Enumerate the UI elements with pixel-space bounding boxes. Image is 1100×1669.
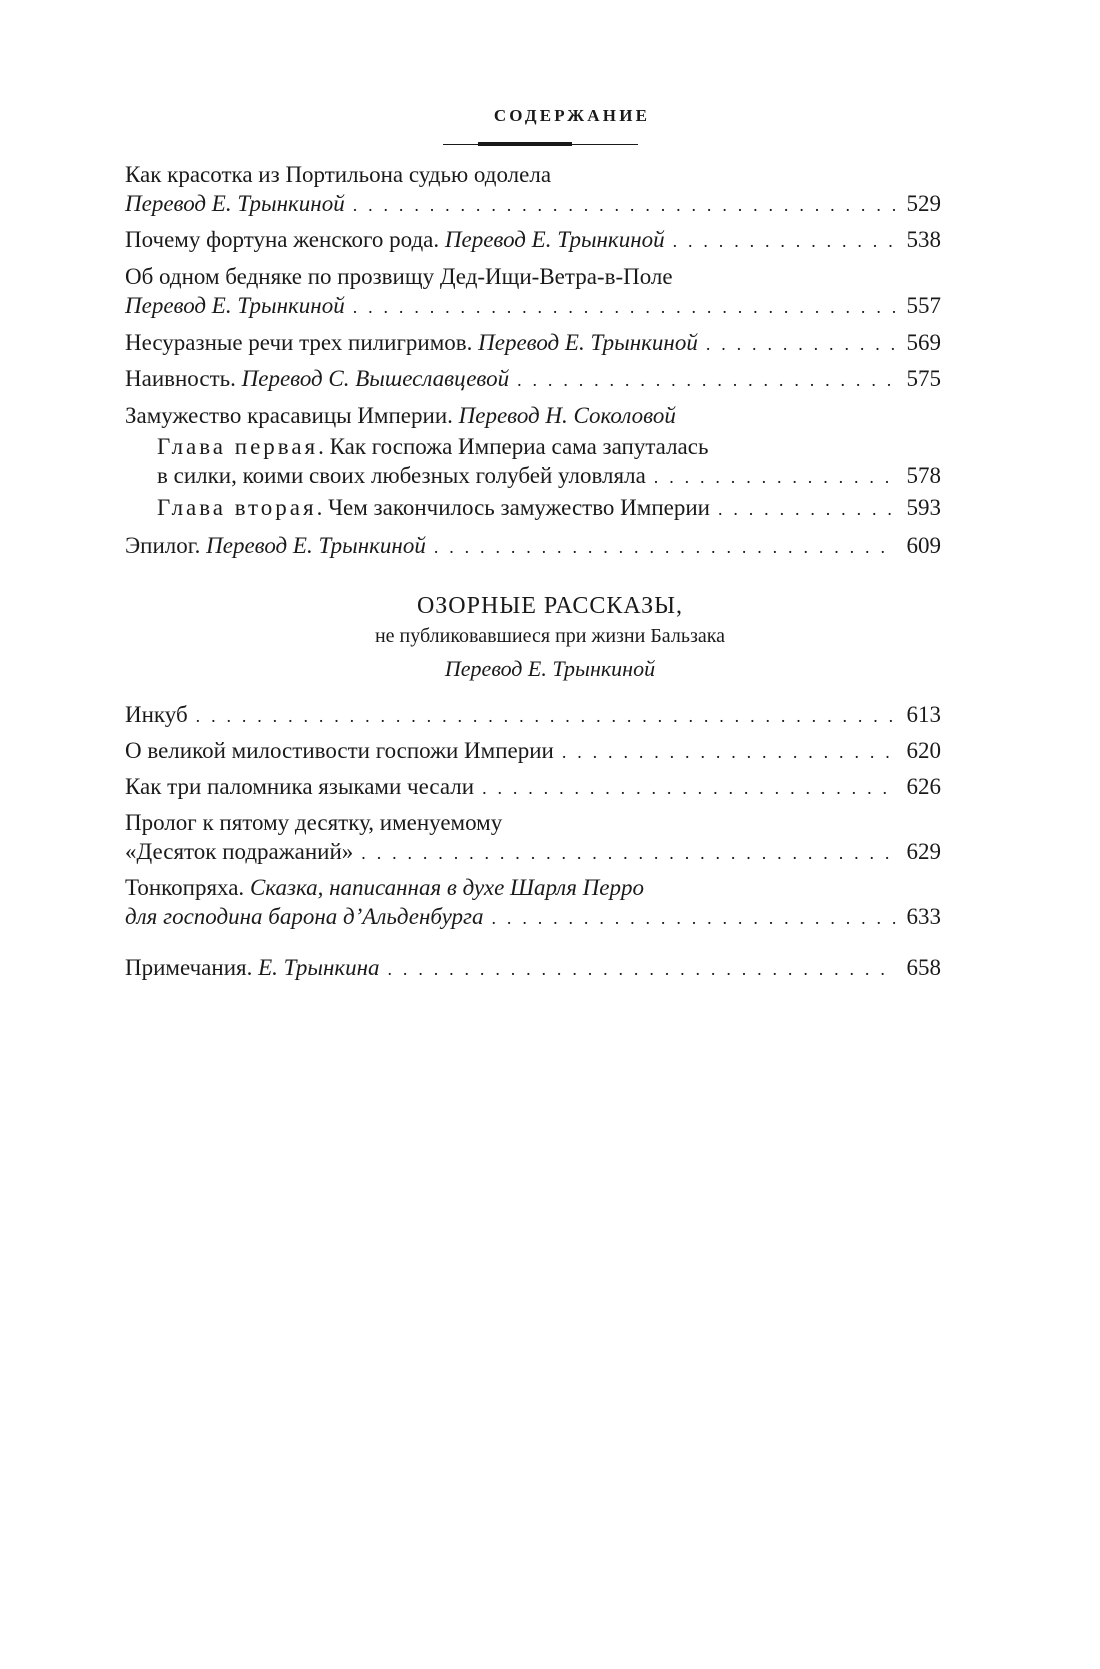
leader-dots <box>517 364 897 396</box>
translator: Е. Трынкина <box>258 955 380 980</box>
toc-entry[interactable]: Наивность. Перевод С. Вышеславцевой . . . 575 <box>125 363 941 395</box>
leader-dots <box>434 531 897 563</box>
chapter-label: Глава первая <box>157 434 319 459</box>
page-number: 633 <box>906 904 941 929</box>
page-number: 529 <box>906 191 941 216</box>
translator: Перевод Е. Трынкиной <box>125 191 345 216</box>
leader-dots <box>388 953 897 985</box>
header-rule-thick <box>478 142 572 146</box>
leader-dots <box>361 837 897 869</box>
leader-dots <box>482 772 897 804</box>
page-number: 593 <box>906 495 941 520</box>
toc-entry[interactable]: «Десяток подражаний» . . . 629 <box>125 836 941 868</box>
toc-entry[interactable]: Почему фортуна женского рода. Перевод Е. Трынкиной . . . 538 <box>125 224 941 256</box>
toc-chapter-title: Глава первая. Как госпожа Империа сама запуталась <box>157 434 709 459</box>
page-header <box>0 106 1100 126</box>
toc-entry[interactable]: Глава вторая. Чем закончилось замужество Империи . . . 593 <box>157 492 941 524</box>
toc-entry[interactable]: Несуразные речи трех пилигримов. Перевод Е. Трынкиной . . . 569 <box>125 327 941 359</box>
leader-dots <box>654 461 897 493</box>
page-number: 620 <box>906 738 941 763</box>
translator: Перевод Е. Трынкиной <box>125 293 345 318</box>
toc-entry[interactable]: Примечания. Е. Трынкина . . . 658 <box>125 952 941 984</box>
toc-entry-title: Пролог к пятому десятку, именуемому <box>125 810 503 835</box>
page-number: 626 <box>906 774 941 799</box>
toc-entry[interactable] <box>125 188 941 220</box>
page-number: 538 <box>906 227 941 252</box>
leader-dots <box>706 328 897 360</box>
toc-entry[interactable]: Эпилог. Перевод Е. Трынкиной . . . 609 <box>125 530 941 562</box>
page-number: 613 <box>906 702 941 727</box>
translator: Перевод С. Вышеславцевой <box>241 366 510 391</box>
page-number: 609 <box>906 533 941 558</box>
leader-dots <box>353 189 897 221</box>
translator: Перевод Н. Соколовой <box>458 403 676 428</box>
leader-dots <box>196 700 897 732</box>
leader-dots <box>718 493 897 525</box>
page-number: 575 <box>906 366 941 391</box>
toc-entry[interactable]: в силки, коими своих любезных голубей уловляла . . . 578 <box>157 460 941 492</box>
toc-entry[interactable]: Как три паломника языками чесали . . . 626 <box>125 771 941 803</box>
page-number: 658 <box>906 955 941 980</box>
toc-entry[interactable]: О великой милостивости госпожи Империи . . . 620 <box>125 735 941 767</box>
toc-entry[interactable]: Инкуб . . . 613 <box>125 699 941 731</box>
toc-entry[interactable]: для господина барона д’Альденбурга . . . 633 <box>125 901 941 933</box>
leader-dots <box>492 902 897 934</box>
toc-entry-title: Замужество красавицы Империи. Перевод Н. Соколовой <box>125 403 676 428</box>
translator: Перевод Е. Трынкиной <box>206 533 426 558</box>
contents-title: СОДЕРЖАНИЕ <box>493 106 651 125</box>
translator: Перевод Е. Трынкиной <box>444 227 665 252</box>
section-translator: Перевод Е. Трынкиной <box>444 656 656 681</box>
toc-entry-title: Об одном бедняке по прозвищу Дед-Ищи-Ветра-в-Поле <box>125 264 673 289</box>
toc-entry-title: Как красотка из Портильона судью одолела <box>125 162 552 187</box>
leader-dots <box>562 736 897 768</box>
toc-entry-title: Тонкопряха. Сказка, написанная в духе Шарля Перро <box>125 875 644 900</box>
translator: Перевод Е. Трынкиной <box>478 330 698 355</box>
section-title: ОЗОРНЫЕ РАССКАЗЫ, <box>416 593 684 619</box>
page-number: 557 <box>906 293 941 318</box>
page-number: 569 <box>906 330 941 355</box>
leader-dots <box>353 291 897 323</box>
section-subtitle: не публиковавшиеся при жизни Бальзака <box>374 625 726 647</box>
page-number: 629 <box>906 839 941 864</box>
toc-entry[interactable] <box>125 290 941 322</box>
chapter-label: Глава вторая <box>157 495 317 520</box>
page-number: 578 <box>906 463 941 488</box>
leader-dots <box>673 225 897 257</box>
